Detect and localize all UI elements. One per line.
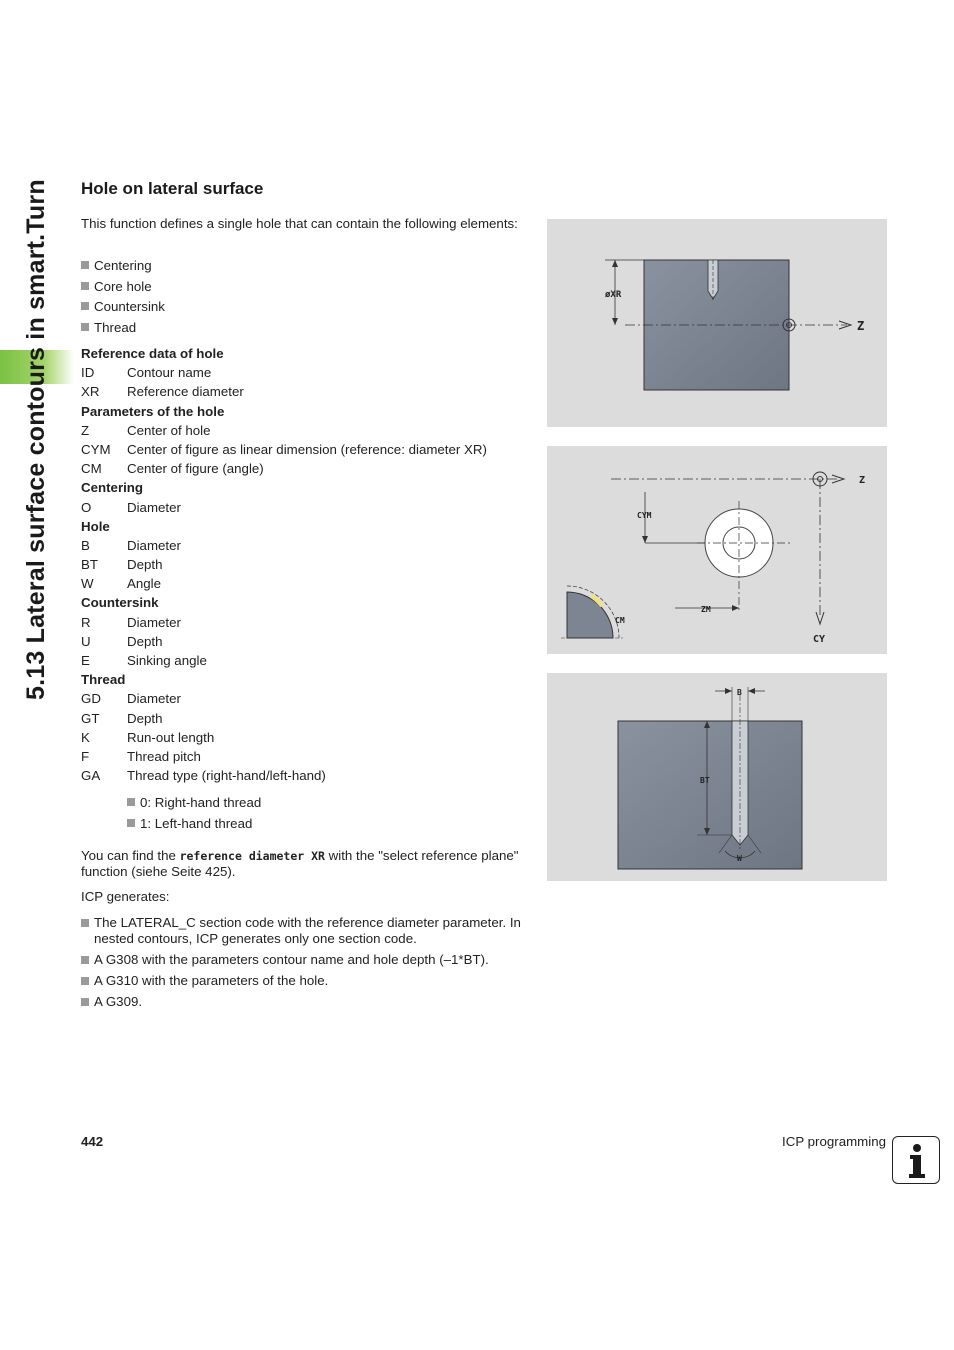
intro-text: This function defines a single hole that can contain the following elements: <box>81 216 518 231</box>
z-label: Z <box>857 319 865 333</box>
list-item: 0: Right-hand thread <box>127 795 261 816</box>
list-item: Countersink <box>81 299 165 320</box>
param-row: O Diameter <box>81 499 181 515</box>
param-row: K Run-out length <box>81 729 215 745</box>
bullet-icon <box>81 302 89 310</box>
param-row: BT Depth <box>81 557 163 573</box>
group-title: Centering <box>81 480 144 496</box>
footer-section: ICP programming <box>782 1134 886 1149</box>
list-item: A G309. <box>81 994 531 1010</box>
parameter-list <box>81 346 487 787</box>
page-number: 442 <box>81 1134 104 1149</box>
list-item: Centering <box>81 258 165 279</box>
list-item: 1: Left-hand thread <box>127 816 261 837</box>
code-text: reference diameter XR <box>179 849 325 863</box>
param-row: ID Contour name <box>81 365 212 381</box>
bt-label: BT <box>700 776 710 785</box>
param-row: CM Center of figure (angle) <box>81 461 264 477</box>
list-item: A G310 with the parameters of the hole. <box>81 973 531 989</box>
param-row: XR Reference diameter <box>81 384 244 400</box>
group-title: Hole <box>81 518 110 534</box>
param-row: GA Thread type (right-hand/left-hand) <box>81 768 326 784</box>
cm-label: CM <box>615 616 625 625</box>
param-row: GD Diameter <box>81 691 181 707</box>
info-icon <box>892 1136 940 1184</box>
param-row: CYM Center of figure as linear dimension (reference: diameter XR) <box>81 441 487 457</box>
list-item: Core hole <box>81 279 165 300</box>
reference-paragraph: You can find the reference diameter XR with the "select reference plane" function (siehe Seite 425). <box>81 848 519 879</box>
w-label: W <box>737 854 742 863</box>
chapter-title: 5.13 Lateral surface contours in smart.Turn <box>22 179 50 700</box>
element-list <box>81 258 165 341</box>
thread-type-list <box>127 795 261 837</box>
group-title: Reference data of hole <box>81 346 224 361</box>
z-label: Z <box>859 475 866 486</box>
zm-label: ZM <box>701 605 711 614</box>
param-row: Z Center of hole <box>81 422 211 438</box>
cym-label: CYM <box>637 511 652 520</box>
group-title: Thread <box>81 672 126 688</box>
bullet-icon <box>81 998 89 1006</box>
figure-hole-section <box>547 673 887 881</box>
param-row: B Diameter <box>81 537 181 553</box>
bullet-icon <box>81 919 89 927</box>
bullet-icon <box>81 282 89 290</box>
bullet-icon <box>81 323 89 331</box>
param-row: GT Depth <box>81 710 163 726</box>
b-label: B <box>737 688 742 697</box>
bullet-icon <box>127 798 135 806</box>
param-row: U Depth <box>81 633 163 649</box>
bullet-icon <box>127 819 135 827</box>
bullet-icon <box>81 956 89 964</box>
list-item: A G308 with the parameters contour name and hole depth (–1*BT). <box>81 952 531 968</box>
figure-reference-diameter <box>547 219 887 427</box>
xr-label: øXR <box>605 290 622 300</box>
param-row: W Angle <box>81 576 162 592</box>
generated-list <box>81 915 531 1015</box>
param-row: E Sinking angle <box>81 653 207 668</box>
list-item: The LATERAL_C section code with the reference diameter parameter. In nested contours, ICP generates only one section code. <box>81 915 531 947</box>
group-title: Countersink <box>81 595 159 611</box>
section-heading: Hole on lateral surface <box>81 179 264 198</box>
cy-label: CY <box>813 634 826 645</box>
icp-generates-text: ICP generates: <box>81 889 170 904</box>
bullet-icon <box>81 261 89 269</box>
figure-hole-position <box>547 446 887 654</box>
param-row: R Diameter <box>81 614 181 630</box>
list-item: Thread <box>81 320 165 341</box>
param-row: F Thread pitch <box>81 748 201 764</box>
bullet-icon <box>81 977 89 985</box>
group-title: Parameters of the hole <box>81 403 225 419</box>
